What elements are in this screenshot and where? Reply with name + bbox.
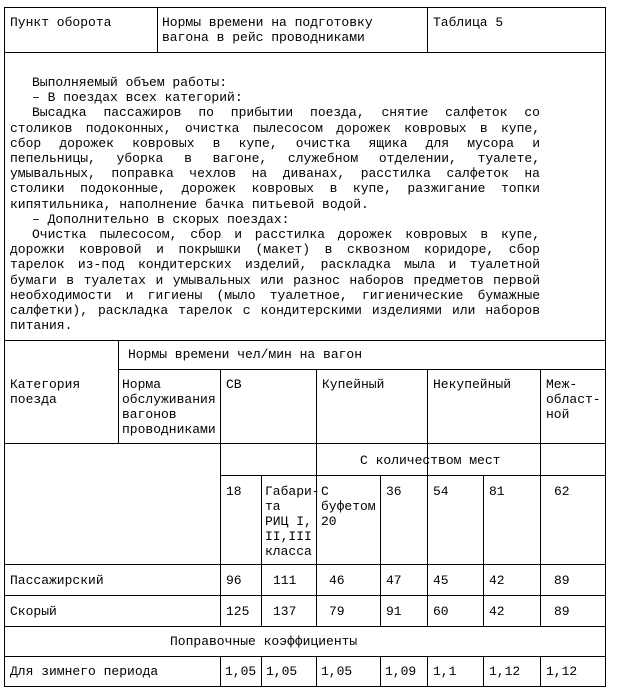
work-description (10, 75, 540, 333)
row-winter-sv18: 1,05 (225, 664, 257, 679)
category-header-line-2: поезда (10, 392, 57, 407)
header-point: Пункт оборота (10, 15, 112, 30)
work-line: тарелок из-под кондитерских изделий, раскладка мыла и туалетной (10, 257, 540, 273)
work-line: – Дополнительно в скорых поездах: (32, 211, 290, 227)
row-passenger-gabarit: 111 (273, 573, 297, 588)
row-express-gabarit: 137 (273, 604, 297, 619)
work-line: питания. (10, 318, 73, 334)
work-line: умывальных, поправка чехлов на диванах, расстилка салфеток на (10, 166, 540, 182)
work-line: пепельницы, уборка в вагоне, служебном отделении, туалете, (10, 151, 540, 167)
seats-54: 54 (433, 484, 449, 499)
work-line: столиков подоконных, очистка пылесосом дорожек ковровых в купе, (10, 120, 540, 136)
row-passenger-54: 45 (433, 573, 449, 588)
seats-gabarit-line-1: Габари- (265, 484, 320, 499)
work-line: Выполняемый объем работы: (32, 75, 228, 90)
row-express-81: 42 (489, 604, 505, 619)
seats-36: 36 (386, 484, 402, 499)
row-express-buffet: 79 (329, 604, 345, 619)
row-express-36: 91 (386, 604, 402, 619)
seats-sv18: 18 (226, 484, 242, 499)
seats-buffet-line-1: С (321, 484, 329, 499)
work-line: Высадка пассажиров по прибытии поезда, снятие салфеток со (32, 105, 540, 121)
header-interregion-line-3: ной (546, 407, 570, 422)
header-noncoupe: Некупейный (433, 377, 512, 392)
work-line: салфетки), раскладка тарелок с кондитерскими изделиями или наборов (10, 303, 540, 319)
row-passenger-buffet: 46 (329, 573, 345, 588)
norm-header-line-2: обслуживания (122, 392, 216, 407)
seats-buffet-line-2: буфетом (321, 499, 376, 514)
row-passenger-81: 42 (489, 573, 505, 588)
header-title-line-1: Нормы времени на подготовку (162, 15, 373, 30)
row-passenger-sv18: 96 (226, 573, 242, 588)
row-express-54: 60 (433, 604, 449, 619)
row-passenger-name: Пассажирский (10, 573, 104, 588)
seats-gabarit-line-5: класса (265, 544, 312, 559)
header-interregion-line-2: област- (546, 392, 601, 407)
norm-header-line-1: Норма (122, 377, 162, 392)
row-express-name: Скорый (10, 604, 57, 619)
work-line: сбор дорожек ковровых в купе, очистка ящика для мусора и (10, 135, 540, 151)
seats-gabarit-line-4: II,III (265, 529, 312, 544)
header-table-number: Таблица 5 (433, 15, 504, 30)
row-express-62: 89 (554, 604, 570, 619)
norm-header-line-4: проводниками (122, 422, 216, 437)
work-line: – В поездах всех категорий: (32, 90, 243, 106)
row-winter-62: 1,12 (546, 664, 578, 679)
row-passenger-62: 89 (554, 573, 570, 588)
seats-gabarit-line-3: РИЦ I, (265, 514, 312, 529)
header-sv: СВ (226, 377, 242, 392)
work-line: дорожки ковровой и покрышки (макет) в сквозном коридоре, сбор (10, 242, 540, 258)
row-winter-buffet: 1,05 (321, 664, 353, 679)
work-line: столики подоконные, дорожек ковровых в купе, разжигание топки (10, 181, 540, 197)
row-express-sv18: 125 (226, 604, 250, 619)
seats-62: 62 (554, 484, 570, 499)
norm-header-line-3: вагонов (122, 407, 177, 422)
row-winter-name: Для зимнего периода (10, 664, 159, 679)
row-winter-81: 1,12 (489, 664, 521, 679)
header-interregion-line-1: Меж- (546, 377, 578, 392)
seats-header: С количеством мест (360, 453, 501, 468)
norms-header: Нормы времени чел/мин на вагон (128, 347, 363, 362)
category-header-line-1: Категория (10, 377, 81, 392)
work-line: бумаги в туалетах и умывальных или разнос наборов предметов первой (10, 272, 540, 288)
header-title-line-2: вагона в рейс проводниками (162, 30, 365, 45)
row-passenger-36: 47 (386, 573, 402, 588)
row-winter-36: 1,09 (385, 664, 417, 679)
row-winter-gabarit: 1,05 (266, 664, 298, 679)
row-winter-54: 1,1 (433, 664, 457, 679)
seats-gabarit-line-2: та (265, 499, 281, 514)
seats-buffet-line-3: 20 (321, 514, 337, 529)
header-coupe: Купейный (322, 377, 385, 392)
corrections-header: Поправочные коэффициенты (170, 634, 358, 649)
work-line: Очистка пылесосом, сбор и расстилка дорожек ковровых в купе, (32, 227, 540, 243)
work-line: кипятильника, наполнение бачка питьевой водой. (10, 196, 369, 212)
seats-81: 81 (489, 484, 505, 499)
work-line: необходимости и гигиены (мыло туалетное, гигиенические бумажные (10, 287, 540, 303)
